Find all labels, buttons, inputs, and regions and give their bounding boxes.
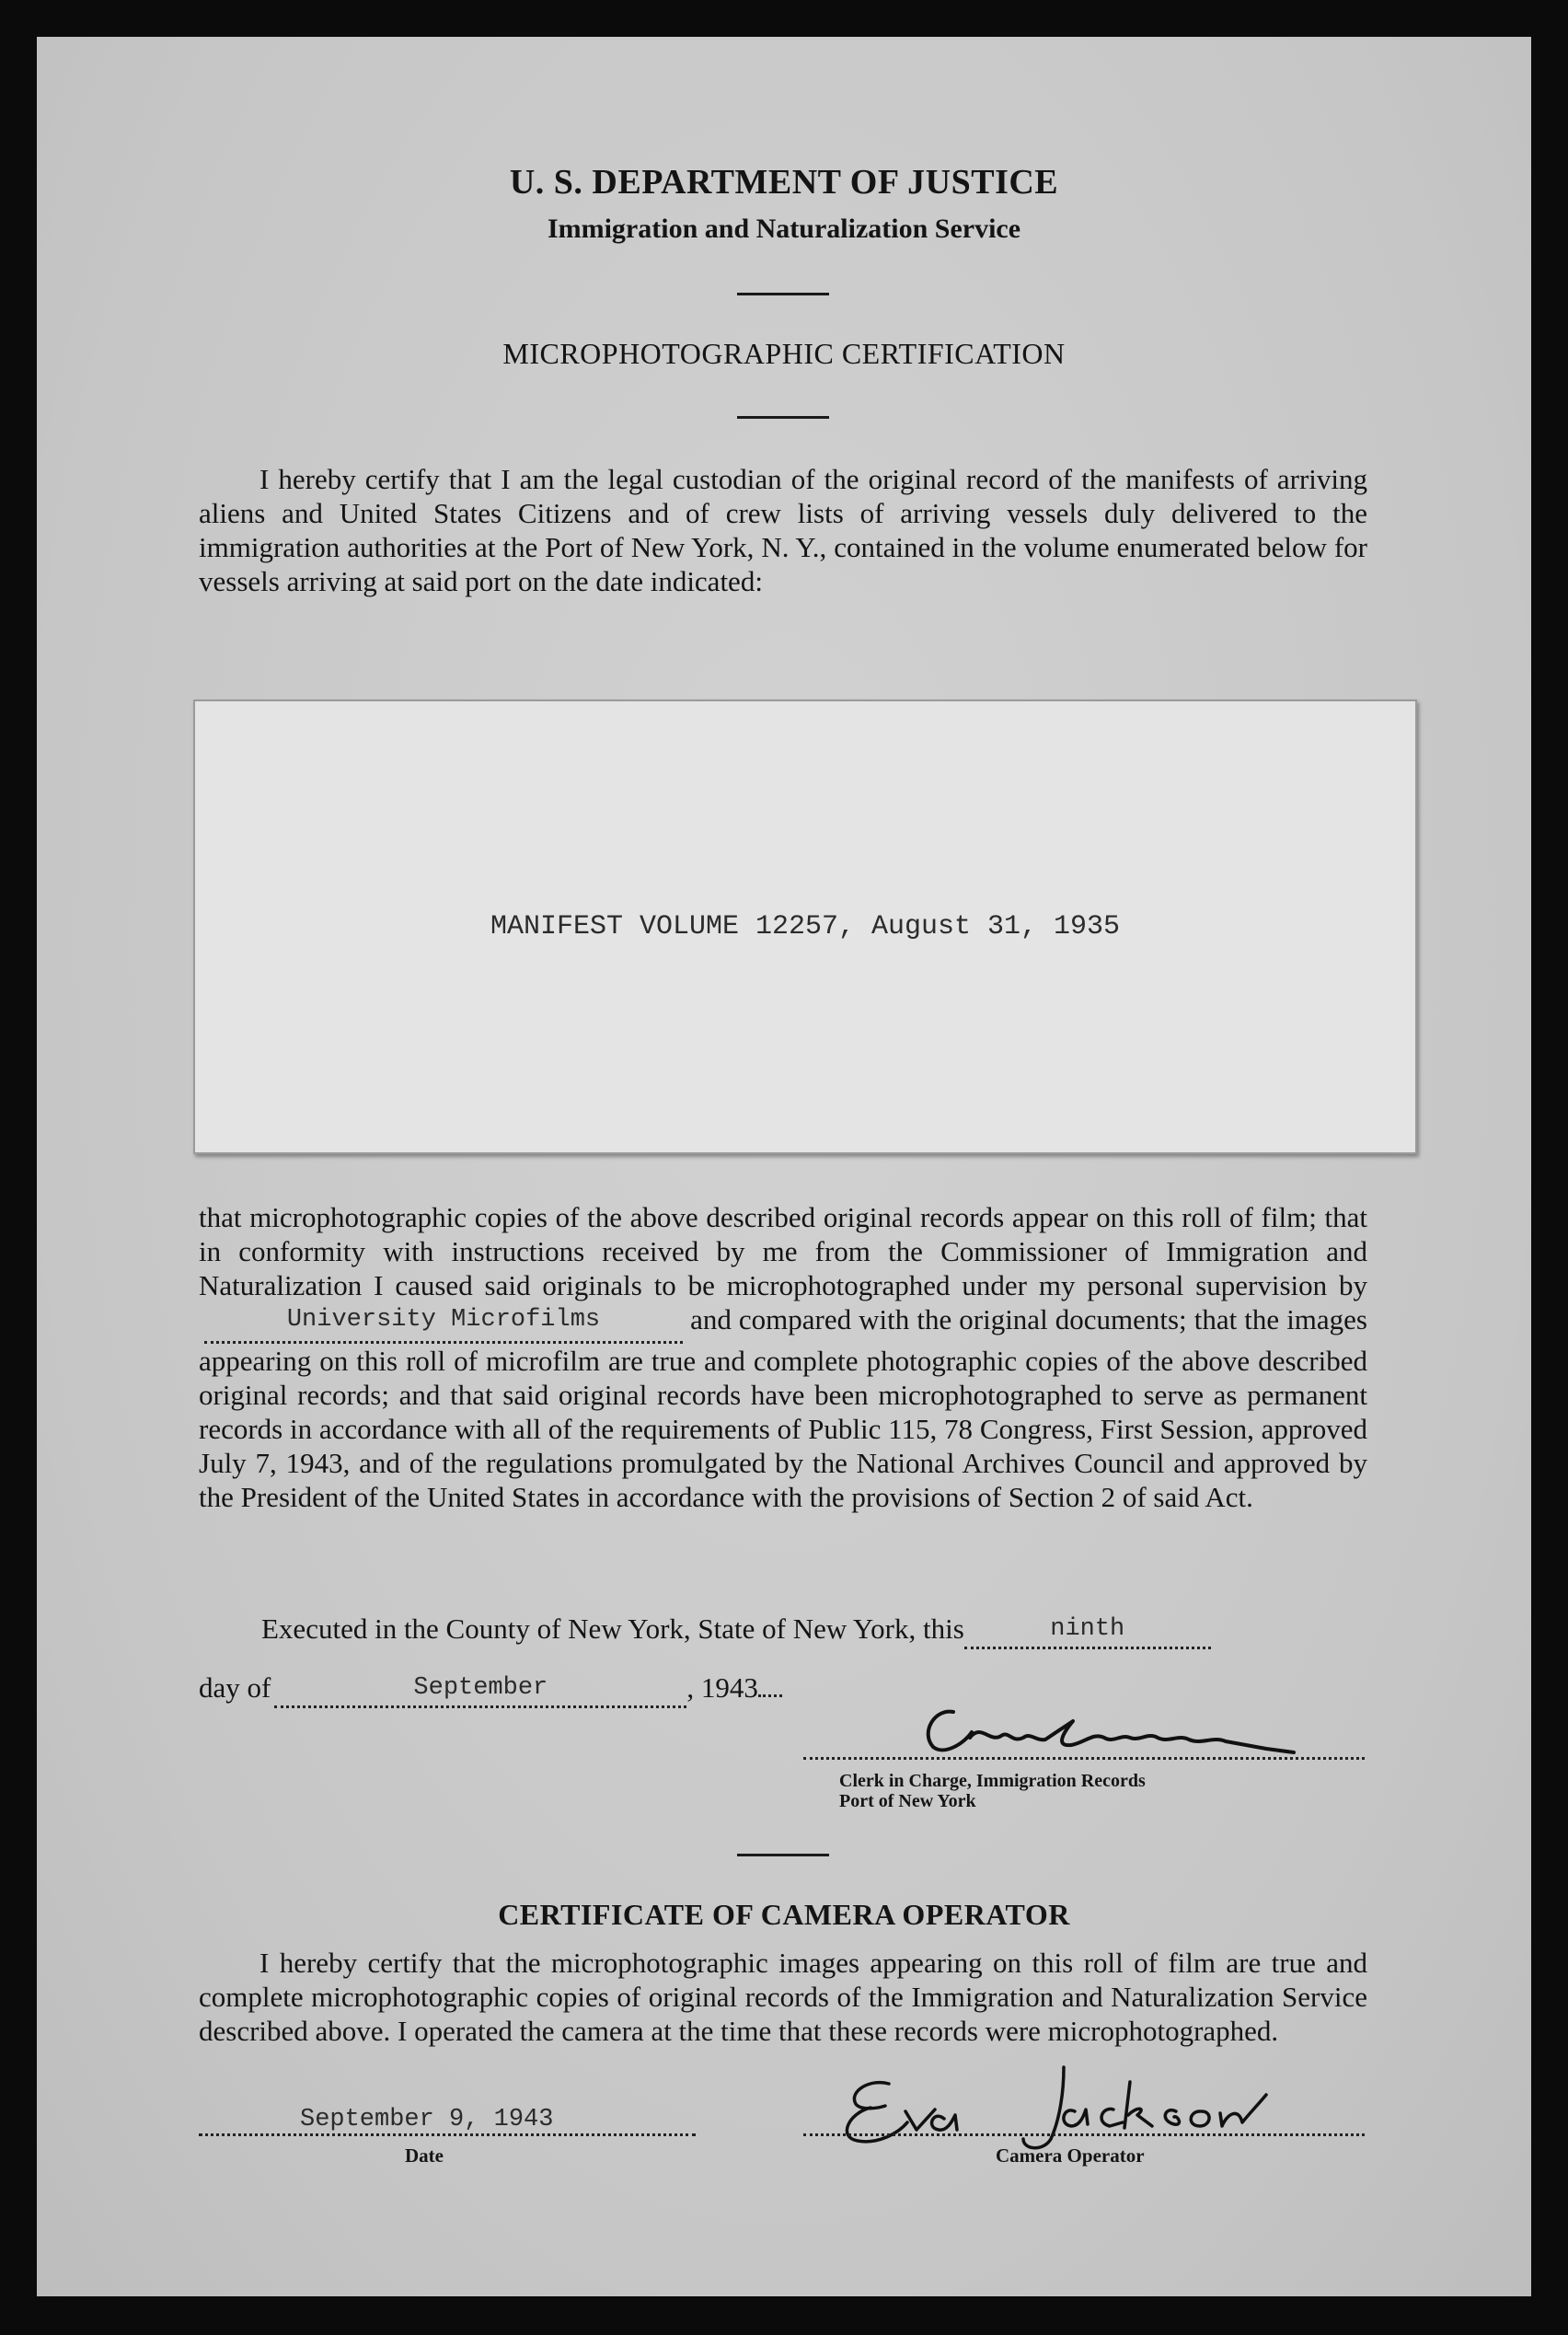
divider: [737, 293, 829, 295]
intro-paragraph: I hereby certify that I am the legal custodian of the original record of the manifests of arriving aliens and United States Citizens and of crew lists of arriving vessels duly delivered to the immigration authorities at the Port of New York, N. Y., contained in the volume enumerated below for vessels arriving at said port on the date indicated:: [199, 463, 1367, 597]
record-card: [193, 699, 1417, 1154]
camera-certificate-text: I hereby certify that the microphotographic images appearing on this roll of film are true and complete microphotographic copies of original records of the Immigration and Naturalization Service described above. I operated the camera at the time that these records were microphotographed.: [199, 1947, 1367, 2047]
executed-line: [261, 1613, 1211, 1649]
date-label: Date: [405, 2144, 444, 2167]
operator-label: Camera Operator: [996, 2144, 1145, 2167]
clerk-location: Port of New York: [839, 1791, 976, 1811]
year-dots: [758, 1694, 782, 1697]
day-field: [964, 1613, 1211, 1649]
day-of-label: day of: [199, 1671, 271, 1704]
month-value: September: [413, 1674, 548, 1702]
clerk-title: Clerk in Charge, Immigration Records: [839, 1771, 1146, 1791]
department-title: U. S. DEPARTMENT OF JUSTICE: [509, 163, 1059, 202]
certification-body: [199, 1200, 1367, 1514]
year-text: , 1943: [686, 1671, 758, 1704]
day-value: ninth: [1050, 1615, 1125, 1643]
month-field: [274, 1671, 686, 1708]
camera-certificate-title: CERTIFICATE OF CAMERA OPERATOR: [498, 1898, 1070, 1931]
date-value: September 9, 1943: [300, 2106, 554, 2133]
body-text-part2: and compared with the original documents; that the images appearing on this roll of microfilm are true and complete photographic copies of the above described original records; and that said original records have been microphotographed to serve as permanent records in accordance with all of the requirements of Public 115, 78 Congress, First Session, approved July 7, 1943, and of the regulations promulgated by the National Archives Council and approved by the President of the United States in accordance with the provisions of Section 2 of said Act.: [199, 1303, 1367, 1513]
executed-text: Executed in the County of New York, State of New York, this: [261, 1613, 964, 1645]
day-of-line: [199, 1671, 782, 1708]
body-text-part1: that microphotographic copies of the above described original records appear on this roll of film; that in conformity with instructions received by me from the Commissioner of Immigration and Naturalization I caused said originals to be microphotographed under my personal supervision by: [199, 1201, 1367, 1301]
operator-signature-line: [803, 2133, 1365, 2136]
photographer-field: [204, 1302, 683, 1344]
divider: [737, 416, 829, 419]
service-subtitle: Immigration and Naturalization Service: [547, 214, 1021, 244]
date-signature-line: [199, 2133, 696, 2136]
clerk-signature-line: [803, 1757, 1365, 1760]
certification-title: MICROPHOTOGRAPHIC CERTIFICATION: [502, 337, 1066, 370]
operator-signature: [834, 2054, 1275, 2156]
manifest-volume-text: MANIFEST VOLUME 12257, August 31, 1935: [490, 911, 1121, 942]
photographer-value: University Microfilms: [286, 1306, 601, 1334]
divider: [737, 1854, 829, 1856]
